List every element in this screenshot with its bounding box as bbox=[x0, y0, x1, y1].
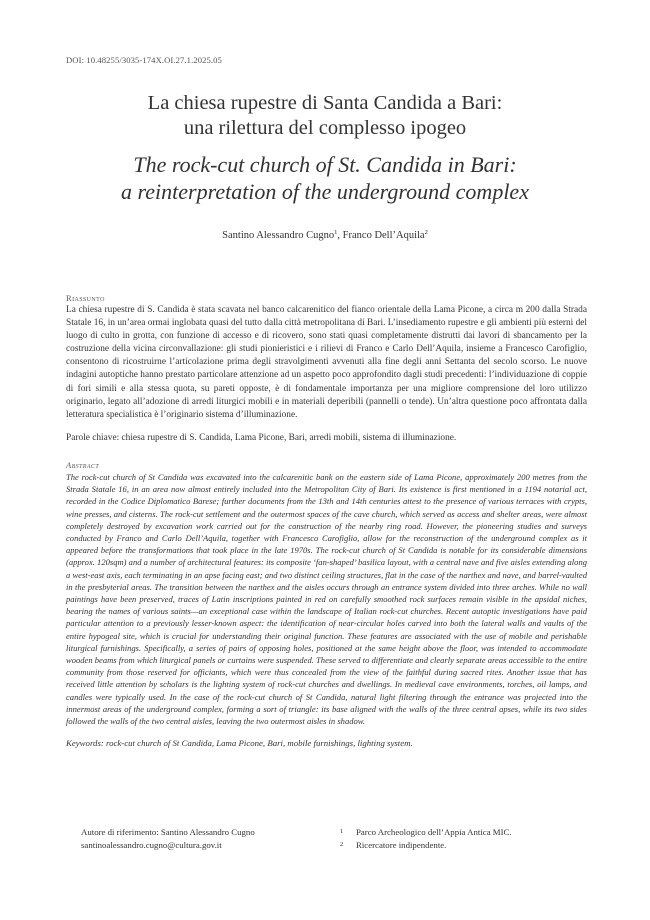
affiliation-note-number: 1 bbox=[340, 828, 344, 835]
author-separator: , bbox=[337, 230, 343, 241]
affiliation-note bbox=[340, 826, 512, 839]
riassunto-heading: Riassunto bbox=[66, 293, 105, 303]
author-name-1: Santino Alessandro Cugno bbox=[222, 230, 335, 241]
authors bbox=[0, 229, 650, 241]
author-affiliation-mark-1: 1 bbox=[334, 229, 338, 236]
title-italian bbox=[0, 91, 650, 141]
title-english bbox=[0, 151, 650, 205]
affiliation-notes bbox=[340, 826, 512, 851]
affiliation-note-text: Ricercatore indipendente. bbox=[356, 839, 447, 850]
title-italian-line-1: La chiesa rupestre di Santa Candida a Bari: bbox=[147, 92, 503, 114]
author-name-2: Franco Dell’Aquila bbox=[342, 230, 425, 241]
riassunto-keywords: Parole chiave: chiesa rupestre di S. Candida, Lama Picone, Bari, arredi mobili, sistema di illuminazione. bbox=[66, 433, 457, 443]
abstract-keywords: Keywords: rock-cut church of St Candida, Lama Picone, Bari, mobile furnishings, lighting system. bbox=[66, 738, 413, 748]
abstract-text: The rock-cut church of St Candida was excavated into the calcarenitic bank on the eastern side of Lama Picone, approximately 200 metres from the Strada Statale 16, in an area now almost entirely included into the Metropolitan City of Bari. Its existence is first mentioned in a 1194 notarial act, recorded in the Codice Diplomatico Barese; further documents from the 13th and 14th centuries attest to the presence of various terraces with crypts, wine presses, and cisterns. The rock-cut settlement and the outermost spaces of the cave church, which served as access and shelter areas, were almost completely destroyed by excavation work carried out for the construction of the nearby ring road. However, the pioneering studies and surveys conducted by Franco and Carlo Dell’Aquila, together with Francesco Carofiglio, allow for the reconstruction of the underground complex as it appeared before the transformations that took place in the late 1970s. The rock-cut church of St Candida is notable for its considerable dimensions (approx. 120sqm) and a number of architectural features: its composite ‘fan-shaped’ basilica layout, with a central nave and five aisles extending along a west-east axis, each terminating in an apse facing east; and two distinct ceiling structures, flat in the case of the narthex and nave, and barrel-vaulted in the presbyterial areas. The transition between the narthex and the aisles occurs through an entrance system divided into three arches. While no wall paintings have been preserved, traces of Latin inscriptions painted in red on carefully smoothed rock surfaces remain visible in the apsidal niches, bearing the names of various saints—an exceptional case within the landscape of Italian rock-cut churches. Recent autoptic investigations have paid particular attention to a previously lesser-known aspect: the identification of near-circular holes carved into both the lateral walls and vaults of the entire hypogeal site, which is crucial for understanding their original function. These features are associated with the use of mobile and perishable liturgical furnishings. Specifically, a series of pairs of opposing holes, positioned at the same height above the floor, was intended to accommodate wooden beams from which liturgical panels or curtains were suspended. These served to differentiate and clearly separate areas accessible to the entire community from those reserved for officiants, which were thus concealed from the view of the faithful during sacred rites. Another issue that has received little attention by scholars is the lighting system of rock-cut churches and dwellings. In medieval cave environments, torches, oil lamps, and candles were typically used. In the case of the rock-cut church of St Candida, natural light filtering through the entrance was projected into the innermost areas of the underground complex, forming a sort of triangle: its base aligned with the walls of the three central apses, while its two sides followed the walls of the two central aisles, leaving the two outermost aisles in shadow. bbox=[66, 472, 587, 727]
affiliation-note-text: Parco Archeologico dell’Appia Antica MIC. bbox=[356, 827, 512, 837]
riassunto-text: La chiesa rupestre di S. Candida è stata scavata nel banco calcarenitico del fianco orientale della Lama Picone, a circa m 200 dalla Strada Statale 16, in un’area ormai inglobata quasi del tutto dalla città metropolitana di Bari. L’insediamento rupestre e gli ambienti più esterni del luogo di culto in grotta, con funzione di accesso e di ricovero, sono stati quasi completamente distrutti dai lavori di sbancamento per la costruzione della vicina circonvallazione: gli studi pionieristici e i rilievi di Franco e Carlo Dell’Aquila, insieme a Francesco Carofiglio, consentono di ricostruirne l’articolazione prima degli stravolgimenti avvenuti alla fine degli anni Settanta del secolo scorso. Le nuove indagini autoptiche hanno prestato particolare attenzione ad un aspetto poco approfondito dagli studi precedenti: l’individuazione di coppie di fori simili e alla stessa quota, su pareti opposte, è di fondamentale importanza per una migliore comprensione del loro utilizzo originario, legato all’adozione di arredi liturgici mobili e in materiali deperibili (pannelli o tende). Un’altra questione poco affrontata dalla letteratura specialistica è l’originario sistema d’illuminazione. bbox=[66, 305, 587, 420]
corresponding-author-email[interactable]: santinoalessandro.cugno@cultura.gov.it bbox=[81, 839, 222, 850]
title-italian-line-2: una rilettura del complesso ipogeo bbox=[183, 117, 467, 139]
doi: DOI: 10.48255/3035-174X.OI.27.1.2025.05 bbox=[66, 55, 222, 65]
title-english-line-1: The rock-cut church of St. Candida in Bari: bbox=[133, 152, 517, 177]
title-english-line-2: a reinterpretation of the underground complex bbox=[121, 179, 529, 204]
abstract-heading: Abstract bbox=[66, 460, 100, 470]
author-affiliation-mark-2: 2 bbox=[424, 229, 428, 236]
affiliation-note-number: 2 bbox=[340, 840, 344, 848]
affiliation-note bbox=[340, 839, 512, 852]
corresponding-author-label: Autore di riferimento: Santino Alessandro Cugno bbox=[81, 827, 255, 837]
corresponding-author bbox=[81, 826, 255, 851]
